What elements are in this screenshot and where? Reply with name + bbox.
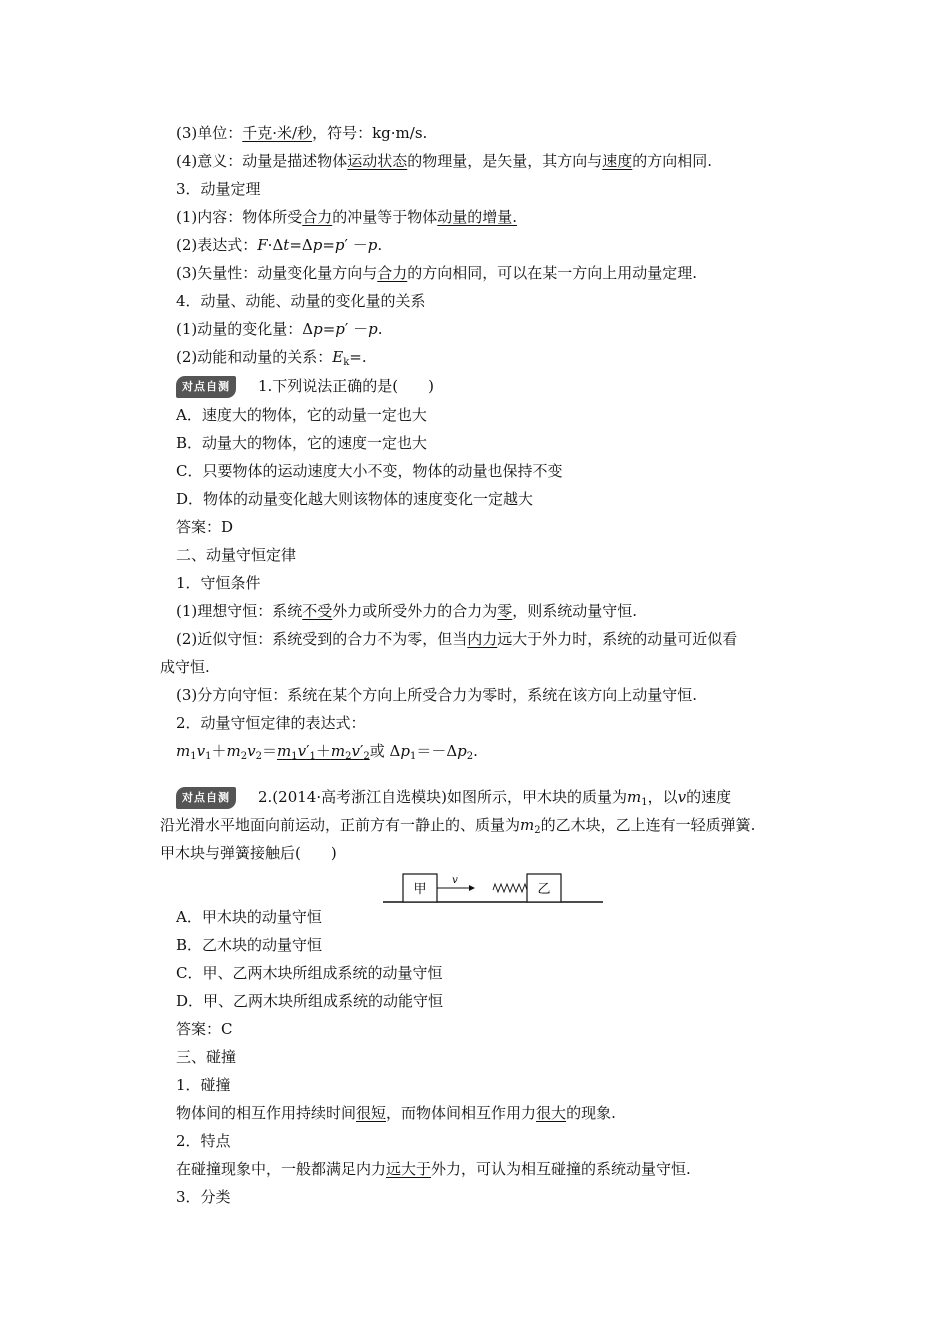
- option-d: D．物体的动量变化越大则该物体的速度变化一定越大: [176, 490, 534, 508]
- self-test-badge: 对点自测: [176, 376, 236, 398]
- unit-line: (3)单位：千克·米/秒，符号：kg·m/s.: [176, 124, 428, 142]
- directional-conservation: (3)分方向守恒：系统在某个方向上所受合力为零时，系统在该方向上动量守恒.: [176, 686, 698, 704]
- section-heading: 2．动量守恒定律的表达式：: [176, 714, 366, 732]
- approx-conservation: (2)近似守恒：系统受到的合力不为零，但当内力远大于外力时，系统的动量可近似看: [176, 630, 738, 648]
- collision-feature: 在碰撞现象中，一般都满足内力远大于外力，可认为相互碰撞的系统动量守恒.: [176, 1160, 691, 1178]
- ideal-conservation: (1)理想守恒：系统不受外力或所受外力的合力为零，则系统动量守恒.: [176, 602, 638, 620]
- option-b: B．动量大的物体，它的速度一定也大: [176, 434, 428, 452]
- section-heading: 1．碰撞: [176, 1076, 231, 1094]
- option-c: C．只要物体的运动速度大小不变，物体的动量也保持不变: [176, 462, 563, 480]
- section-title: 三、碰撞: [176, 1048, 237, 1066]
- velocity-label: v: [452, 875, 458, 886]
- question-2: 对点自测 2.(2014·高考浙江自选模块)如图所示，甲木块的质量为$m_1$，以v的速度: [176, 787, 731, 813]
- theorem-content: (1)内容：物体所受合力的冲量等于物体动量的增量.: [176, 208, 518, 226]
- block-a-label: 甲: [413, 882, 427, 897]
- section-heading: 2．特点: [176, 1132, 231, 1150]
- section-heading: 4．动量、动能、动量的变化量的关系: [176, 292, 426, 310]
- question-1: 对点自测 1.下列说法正确的是( ): [176, 376, 434, 398]
- option-b: B．乙木块的动量守恒: [176, 936, 323, 954]
- energy-momentum-relation: (2)动能和动量的关系：$E_k=$.: [176, 348, 367, 368]
- collision-definition: 物体间的相互作用持续时间很短，而物体间相互作用力很大的现象.: [176, 1104, 616, 1122]
- option-a: A．速度大的物体，它的动量一定也大: [176, 406, 427, 424]
- option-c: C．甲、乙两木块所组成系统的动量守恒: [176, 964, 443, 982]
- theorem-expression: (2)表达式：F·Δt=Δp=p′ －p.: [176, 236, 383, 254]
- section-heading: 3．分类: [176, 1188, 231, 1206]
- question-2-line2: 沿光滑水平地面向前运动，正前方有一静止的、质量为$m_2$的乙木块，乙上连有一轻质弹簧.: [160, 816, 756, 836]
- vector-property: (3)矢量性：动量变化量方向与合力的方向相同，可以在某一方向上用动量定理.: [176, 264, 698, 282]
- meaning-line: (4)意义：动量是描述物体运动状态的物理量，是矢量，其方向与速度的方向相同.: [176, 152, 713, 170]
- section-title: 二、动量守恒定律: [176, 546, 297, 564]
- momentum-change: (1)动量的变化量：Δp=p′ －p.: [176, 320, 383, 338]
- section-heading: 1．守恒条件: [176, 574, 261, 592]
- answer: 答案：D: [176, 518, 234, 536]
- block-b-label: 乙: [537, 882, 551, 897]
- approx-conservation-cont: 成守恒.: [160, 658, 210, 676]
- section-heading: 3．动量定理: [176, 180, 261, 198]
- self-test-badge: 对点自测: [176, 787, 236, 809]
- blocks-diagram: [383, 872, 603, 904]
- question-2-line3: 甲木块与弹簧接触后( ): [160, 844, 337, 862]
- conservation-equation: $m_1v_1+m_2v_2=m_1v'_1+m_2v'_2$或 $\Delta p_1=-\Delta p_2$.: [176, 742, 478, 762]
- option-a: A．甲木块的动量守恒: [176, 908, 322, 926]
- answer: 答案：C: [176, 1020, 233, 1038]
- spring: [493, 884, 527, 892]
- option-d: D．甲、乙两木块所组成系统的动能守恒: [176, 992, 444, 1010]
